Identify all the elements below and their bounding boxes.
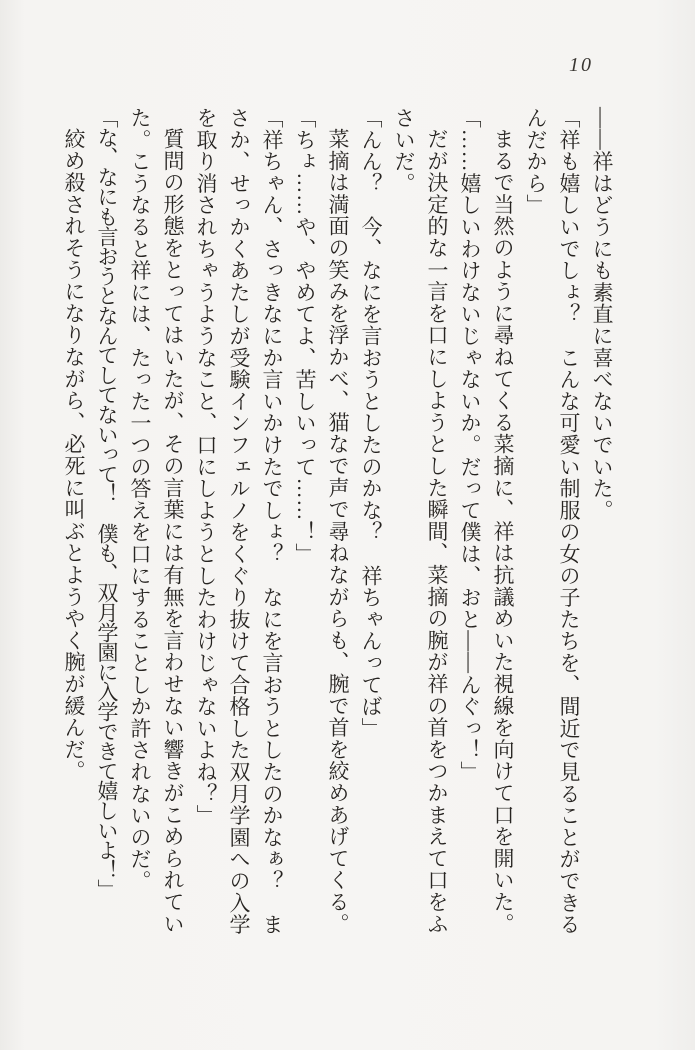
- paragraph: だが決定的な一言を口にしようとした瞬間、菜摘の腕が祥の首をつかまえて口をふさいだ。: [392, 107, 449, 935]
- paragraph: 質問の形態をとってはいたが、その言葉には有無を言わせない響きがこめられていた。こうなると祥には、たった一つの答えを口にすることしか許されないのだ。: [128, 107, 185, 935]
- paragraph: 「祥も嬉しいでしょ？ こんな可愛い制服の女の子たちを、間近で見ることができるんだから」: [524, 107, 581, 936]
- page-number: 10: [569, 54, 593, 76]
- paragraph: 菜摘は満面の笑みを浮かべ、猫なで声で尋ねながらも、腕で首を絞めあげてくる。: [326, 128, 350, 935]
- paragraph: 「祥ちゃん、さっきなにか言いかけたでしょ？ なにを言おうとしたのかなぁ？ まさか、せっかくあたしが受験インフェルノをくぐり抜けて合格した双月学園への入学を取り消されちゃうようなこと、口にしようとしたわけじゃないよね？」: [194, 107, 284, 936]
- paragraph: 「な、なにも言おうとなんてしてないって！ 僕も、双月学園に入学できて嬉しいよ！」: [95, 107, 119, 900]
- paragraph: まるで当然のように尋ねてくる菜摘に、祥は抗議めいた視線を向けて口を開いた。: [491, 128, 515, 935]
- paragraph: 「んん？ 今、なにを言おうとしたのかな？ 祥ちゃんってば」: [359, 107, 383, 740]
- paragraph: 「……嬉しいわけないじゃないか。だって僕は、おと――んぐっ！」: [458, 107, 482, 783]
- paragraph: 絞め殺されそうになりながら、必死に叫ぶとようやく腕が緩んだ。: [62, 128, 86, 782]
- paragraph: ――祥はどうにも素直に喜べないでいた。: [590, 107, 614, 522]
- vertical-text-block: [57, 107, 618, 937]
- paragraph: 「ちょ……や、やめてよ、苦しいって……！」: [293, 107, 317, 565]
